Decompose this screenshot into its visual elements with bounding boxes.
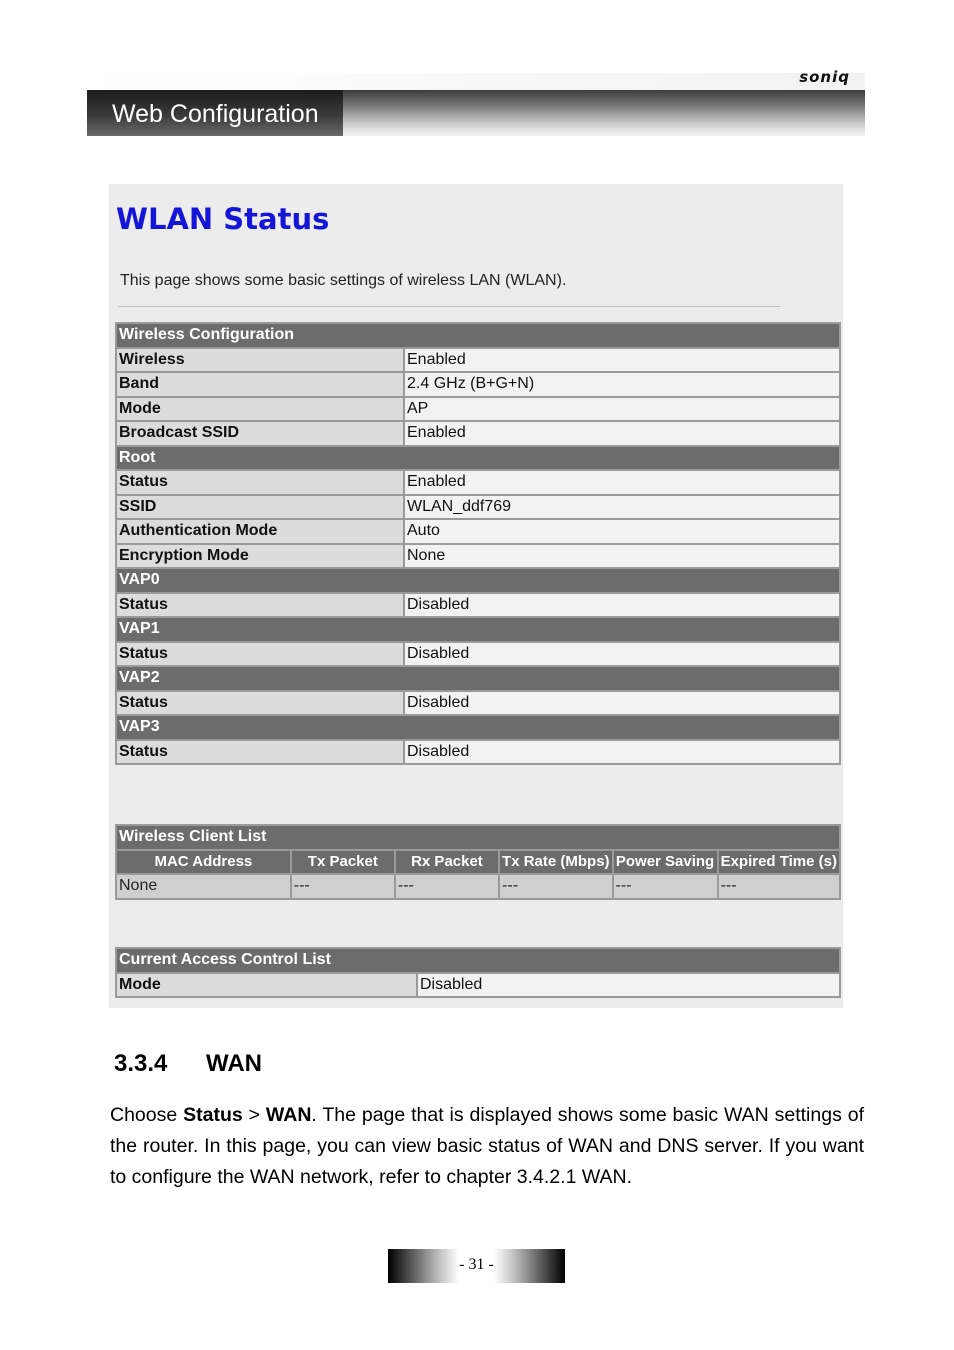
row-label: Band [117, 373, 403, 396]
row-value: Disabled [405, 594, 839, 617]
row-label: Status [117, 643, 403, 666]
wireless-client-list-table [115, 824, 841, 900]
row-label: Status [117, 594, 403, 617]
section-title: Wireless Configuration [117, 324, 839, 347]
section-title: Wireless Client List [117, 826, 839, 849]
row-value: Disabled [405, 692, 839, 715]
row-label: SSID [117, 496, 403, 519]
section-header [117, 569, 839, 592]
text: > [242, 1104, 266, 1126]
table-row [117, 422, 839, 445]
section-header [117, 949, 839, 972]
page-title: WLAN Status [116, 202, 330, 236]
section-title: VAP2 [117, 667, 839, 690]
body-paragraph [110, 1100, 864, 1193]
row-value: 2.4 GHz (B+G+N) [405, 373, 839, 396]
table-row [117, 974, 839, 997]
section-title: Root [117, 447, 839, 470]
page-number: - 31 - [459, 1256, 494, 1273]
section-title: Current Access Control List [117, 949, 839, 972]
column-header: Tx Packet [292, 851, 394, 874]
access-control-table [115, 947, 841, 998]
text: . The page that is displayed shows some basic WAN settings of the router. In this page, you can view basic status of WAN and DNS server. If you want to configure the WAN network, refer to chapter 3.4.2.1 WAN. [110, 1104, 864, 1188]
row-value: Enabled [405, 471, 839, 494]
menu-name: WAN [265, 1104, 312, 1126]
brand-logo: soniq [799, 68, 850, 86]
table-row [117, 373, 839, 396]
section-title: WAN [206, 1050, 262, 1077]
table-row [117, 545, 839, 568]
section-header [117, 618, 839, 641]
row-label: Authentication Mode [117, 520, 403, 543]
row-label: Status [117, 471, 403, 494]
text: Choose [110, 1104, 184, 1126]
table-row [117, 875, 839, 898]
section-title: VAP3 [117, 716, 839, 739]
table-cell: --- [719, 875, 839, 898]
row-label: Wireless [117, 349, 403, 372]
section-title: VAP0 [117, 569, 839, 592]
table-row [117, 520, 839, 543]
section-title: VAP1 [117, 618, 839, 641]
table-row [117, 692, 839, 715]
table-cell: --- [500, 875, 612, 898]
table-row [117, 398, 839, 421]
table-cell: --- [614, 875, 717, 898]
wireless-configuration-table [115, 322, 841, 765]
section-header [117, 324, 839, 347]
section-header [117, 447, 839, 470]
table-row [117, 349, 839, 372]
row-label: Mode [117, 398, 403, 421]
row-value: Disabled [405, 643, 839, 666]
row-value: Auto [405, 520, 839, 543]
table-cell: None [117, 875, 290, 898]
row-value: Disabled [418, 974, 839, 997]
page-description: This page shows some basic settings of wireless LAN (WLAN). [120, 272, 567, 289]
table-cell: --- [292, 875, 394, 898]
header-top-line [87, 73, 865, 91]
column-header: Tx Rate (Mbps) [500, 851, 612, 874]
row-value: Disabled [405, 741, 839, 764]
row-value: WLAN_ddf769 [405, 496, 839, 519]
table-row [117, 594, 839, 617]
table-row [117, 496, 839, 519]
row-label: Broadcast SSID [117, 422, 403, 445]
section-number: 3.3.4 [114, 1050, 168, 1077]
table-row [117, 471, 839, 494]
section-header [117, 716, 839, 739]
column-header: Expired Time (s) [719, 851, 839, 874]
row-value: Enabled [405, 422, 839, 445]
divider [118, 306, 780, 307]
row-label: Status [117, 692, 403, 715]
menu-name: Status [183, 1104, 243, 1126]
table-row [117, 741, 839, 764]
row-label: Status [117, 741, 403, 764]
row-value: AP [405, 398, 839, 421]
column-header: MAC Address [117, 851, 290, 874]
section-heading [114, 1050, 262, 1078]
column-header: Power Saving [614, 851, 717, 874]
row-label: Encryption Mode [117, 545, 403, 568]
table-row [117, 643, 839, 666]
column-header: Rx Packet [396, 851, 498, 874]
row-value: None [405, 545, 839, 568]
row-value: Enabled [405, 349, 839, 372]
section-header [117, 667, 839, 690]
column-header-row [117, 851, 839, 874]
section-header [117, 826, 839, 849]
row-label: Mode [117, 974, 416, 997]
table-cell: --- [396, 875, 498, 898]
header-title: Web Configuration [87, 90, 343, 136]
